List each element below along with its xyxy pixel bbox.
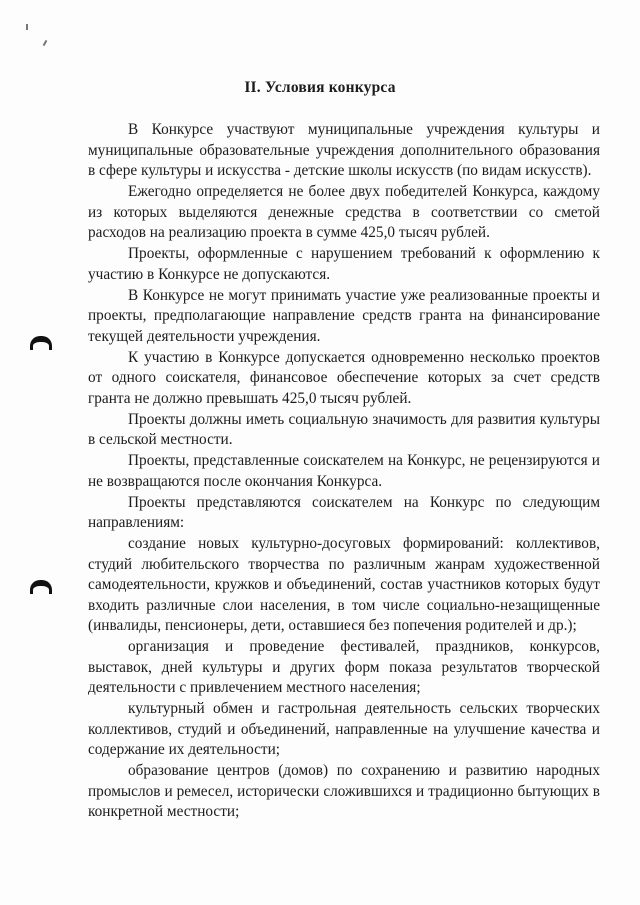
list-item: культурный обмен и гастрольная деятельность сельских творческих коллективов, студий и объединений, направленные на улучшение качества и содержание их деятельности; [88, 700, 600, 758]
scan-speck [43, 40, 48, 46]
section-body [88, 120, 600, 823]
paragraph: Проекты представляются соискателем на Конкурс по следующим направлениям: [88, 493, 600, 531]
paragraph: К участию в Конкурсе допускается одновременно несколько проектов от одного соискателя, финансовое обеспечение которых за счет средств гранта не должно превышать 425,0 тысяч рублей. [88, 348, 600, 407]
paragraph: Проекты, представленные соискателем на Конкурс, не рецензируются и не возвращаются после окончания Конкурса. [88, 452, 600, 490]
paragraph: Проекты, оформленные с нарушением требований к оформлению к участию в Конкурсе не допускаются. [88, 245, 600, 283]
section-heading: II. Условия конкурса [244, 79, 396, 96]
binder-hole-mark [30, 336, 52, 350]
scan-speck [26, 24, 28, 30]
list-item: образование центров (домов) по сохранению и развитию народных промыслов и ремесел, исторически сложившихся и традиционно бытующих в конкретной местности; [88, 762, 600, 820]
list-item: создание новых культурно-досуговых формирований: коллективов, студий любительского творчества по различным жанрам художественной самодеятельности, кружков и объединений, состав участников которых будут входить различные слои населения, в том числе социально-незащищенные (инвалиды, пенсионеры, дети, оставшиеся без попечения родителей и др.); [88, 535, 600, 634]
paragraph: Проекты должны иметь социальную значимость для развития культуры в сельской местности. [88, 410, 600, 448]
paragraph: В Конкурсе участвуют муниципальные учреждения культуры и муниципальные образовательные учреждения дополнительного образования в сфере культуры и искусства - детские школы искусств (по видам искусств). [88, 121, 600, 179]
paragraph: Ежегодно определяется не более двух победителей Конкурса, каждому из которых выделяются денежные средства в соответствии со сметой расходов на реализацию проекта в сумме 425,0 тысяч рублей. [88, 183, 600, 241]
paragraph: В Конкурсе не могут принимать участие уже реализованные проекты и проекты, предполагающие направление средств гранта на финансирование текущей деятельности учреждения. [88, 286, 600, 345]
binder-hole-mark [30, 580, 52, 594]
list-item: организация и проведение фестивалей, праздников, конкурсов, выставок, дней культуры и других форм показа результатов творческой деятельности с привлечением местного населения; [88, 638, 600, 696]
